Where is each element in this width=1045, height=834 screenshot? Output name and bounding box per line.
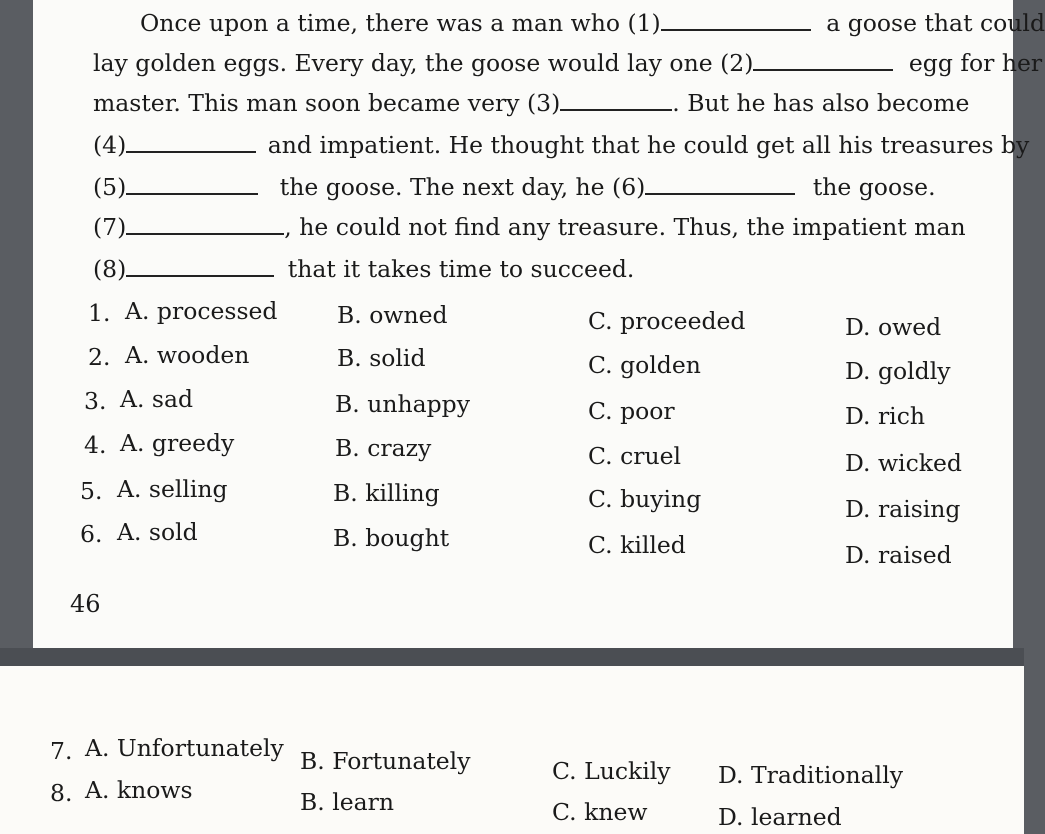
page-number: 46 xyxy=(70,590,101,618)
question-number: 1. xyxy=(88,299,111,327)
option-b: B. crazy xyxy=(335,434,432,462)
option-b: B. learn xyxy=(300,788,395,816)
passage-line-1 xyxy=(140,9,1045,37)
option-d: D. goldly xyxy=(845,357,951,385)
blank-3 xyxy=(560,99,672,111)
question-number: 5. xyxy=(80,477,103,505)
option-c: C. buying xyxy=(588,485,702,513)
question-number: 8. xyxy=(50,779,73,807)
passage-line-6 xyxy=(93,213,966,241)
option-c: C. knew xyxy=(552,798,648,826)
option-b: B. bought xyxy=(333,524,450,552)
option-d: D. owed xyxy=(845,313,942,341)
option-a: A. sad xyxy=(120,385,194,413)
passage-text: Once upon a time, there was a man who (1) xyxy=(140,9,661,37)
option-b: B. Fortunately xyxy=(300,747,471,775)
option-d: D. wicked xyxy=(845,449,962,477)
option-a: A. selling xyxy=(117,475,228,503)
option-d: D. raising xyxy=(845,495,961,523)
option-c: C. Luckily xyxy=(552,757,671,785)
option-d: D. rich xyxy=(845,402,925,430)
blank-5 xyxy=(126,183,258,195)
passage-text: (8) xyxy=(93,255,127,283)
question-number: 7. xyxy=(50,737,73,765)
passage-line-3 xyxy=(93,89,970,117)
option-a: A. Unfortunately xyxy=(85,734,284,762)
passage-text: master. This man soon became very (3) xyxy=(93,89,561,117)
option-a: A. knows xyxy=(85,776,193,804)
blank-8 xyxy=(126,265,274,277)
passage-text: (4) xyxy=(93,131,127,159)
option-d: D. Traditionally xyxy=(718,761,903,789)
option-b: B. killing xyxy=(333,479,440,507)
blank-7 xyxy=(126,223,284,235)
option-d: D. raised xyxy=(845,541,952,569)
option-a: A. processed xyxy=(125,297,278,325)
option-c: C. proceeded xyxy=(588,307,746,335)
option-a: A. sold xyxy=(117,518,198,546)
passage-line-5 xyxy=(93,173,936,201)
passage-text: (7) xyxy=(93,213,127,241)
passage-text: a goose that could xyxy=(826,9,1045,37)
blank-6 xyxy=(645,183,795,195)
option-c: C. golden xyxy=(588,351,701,379)
option-c: C. killed xyxy=(588,531,686,559)
option-c: C. cruel xyxy=(588,442,682,470)
passage-text: egg for her xyxy=(908,49,1043,77)
blank-4 xyxy=(126,141,256,153)
passage-text: . But he has also become xyxy=(672,89,970,117)
page-gap xyxy=(0,648,1024,666)
question-number: 2. xyxy=(88,343,111,371)
passage-line-7 xyxy=(93,255,635,283)
passage-text: that it takes time to succeed. xyxy=(287,255,635,283)
option-b: B. owned xyxy=(337,301,448,329)
question-number: 4. xyxy=(84,431,107,459)
option-b: B. unhappy xyxy=(335,390,470,418)
option-b: B. solid xyxy=(337,344,426,372)
option-a: A. wooden xyxy=(125,341,250,369)
blank-2 xyxy=(753,59,893,71)
option-c: C. poor xyxy=(588,397,675,425)
passage-text: , he could not find any treasure. Thus, the impatient man xyxy=(284,213,966,241)
blank-1 xyxy=(661,19,811,31)
passage-text: the goose. xyxy=(812,173,936,201)
passage-line-4 xyxy=(93,131,1030,159)
question-number: 3. xyxy=(84,387,107,415)
option-d: D. learned xyxy=(718,803,842,831)
passage-line-2 xyxy=(93,49,1043,77)
option-a: A. greedy xyxy=(120,429,235,457)
passage-text: (5) xyxy=(93,173,127,201)
passage-text: lay golden eggs. Every day, the goose would lay one (2) xyxy=(93,49,754,77)
question-number: 6. xyxy=(80,520,103,548)
passage-text: the goose. The next day, he (6) xyxy=(279,173,646,201)
passage-text: and impatient. He thought that he could get all his treasures by xyxy=(267,131,1030,159)
